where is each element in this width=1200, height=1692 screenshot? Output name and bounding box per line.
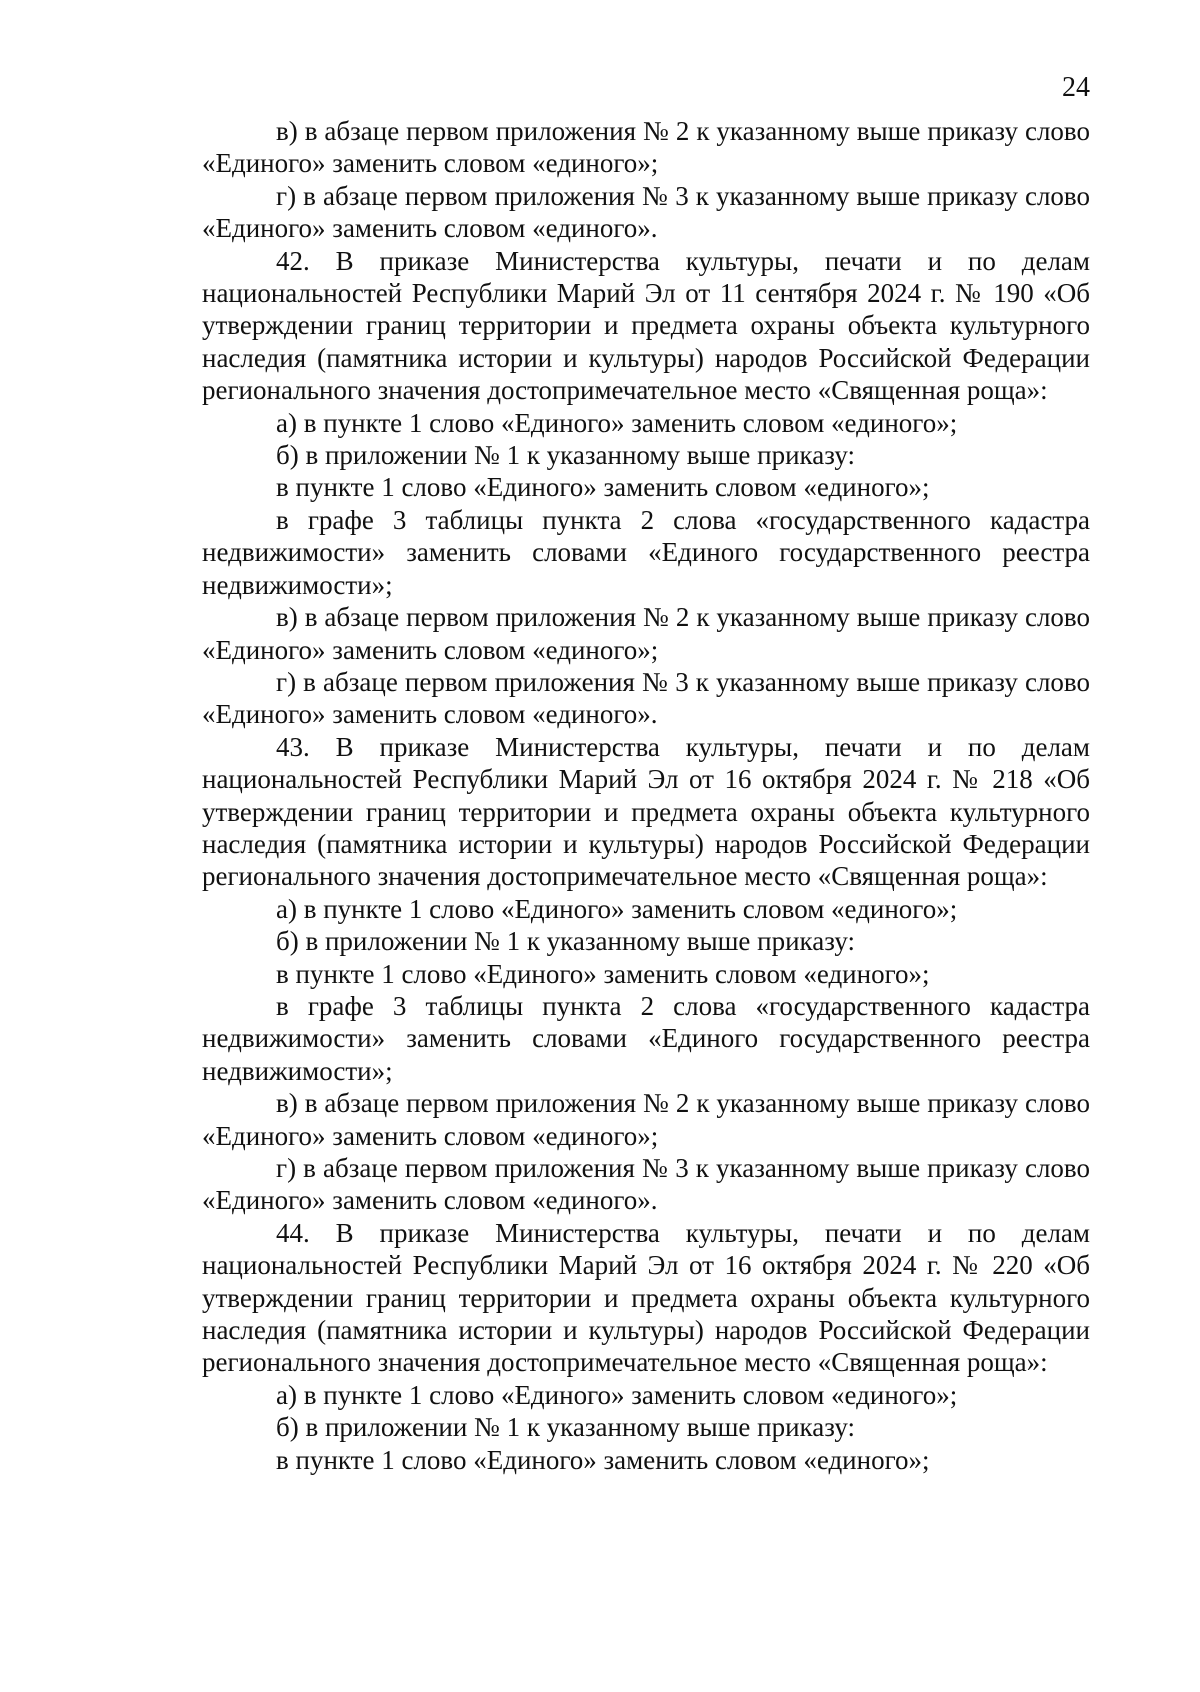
- paragraph-v-appendix-2: в) в абзаце первом приложения № 2 к указанному выше приказу слово «Единого» заменить словом «единого»;: [202, 116, 1090, 179]
- paragraph-table-column-3: в графе 3 таблицы пункта 2 слова «государственного кадастра недвижимости» заменить словами «Единого государственного реестра недвижимости»;: [202, 990, 1090, 1086]
- paragraph-item-43: 43. В приказе Министерства культуры, печати и по делам национальностей Республики Марий Эл от 16 октября 2024 г. № 218 «Об утверждении границ территории и предмета охраны объекта культурного наследия (памятника истории и культуры) народов Российской Федерации регионального значения достопримечательное место «Священная роща»:: [202, 731, 1090, 892]
- paragraph-b-appendix-1: б) в приложении № 1 к указанному выше приказу:: [276, 1412, 855, 1443]
- page-number: 24: [1062, 72, 1090, 103]
- paragraph-point-1: в пункте 1 слово «Единого» заменить словом «единого»;: [276, 1444, 930, 1475]
- paragraph-table-column-3: в графе 3 таблицы пункта 2 слова «государственного кадастра недвижимости» заменить словами «Единого государственного реестра недвижимости»;: [202, 504, 1090, 600]
- paragraph-a-point-1: а) в пункте 1 слово «Единого» заменить словом «единого»;: [276, 893, 958, 924]
- paragraph-v-appendix-2: в) в абзаце первом приложения № 2 к указанному выше приказу слово «Единого» заменить словом «единого»;: [202, 602, 1090, 665]
- paragraph-item-44: 44. В приказе Министерства культуры, печати и по делам национальностей Республики Марий Эл от 16 октября 2024 г. № 220 «Об утверждении границ территории и предмета охраны объекта культурного наследия (памятника истории и культуры) народов Российской Федерации регионального значения достопримечательное место «Священная роща»:: [202, 1217, 1090, 1378]
- paragraph-v-appendix-2: в) в абзаце первом приложения № 2 к указанному выше приказу слово «Единого» заменить словом «единого»;: [202, 1088, 1090, 1151]
- paragraph-g-appendix-3: г) в абзаце первом приложения № 3 к указанному выше приказу слово «Единого» заменить словом «единого».: [202, 666, 1090, 730]
- paragraph-point-1: в пункте 1 слово «Единого» заменить словом «единого»;: [276, 472, 930, 503]
- paragraph-item-42: 42. В приказе Министерства культуры, печати и по делам национальностей Республики Марий Эл от 11 сентября 2024 г. № 190 «Об утверждении границ территории и предмета охраны объекта культурного наследия (памятника истории и культуры) народов Российской Федерации регионального значения достопримечательное место «Священная роща»:: [202, 245, 1090, 406]
- paragraph-a-point-1: а) в пункте 1 слово «Единого» заменить словом «единого»;: [276, 1379, 958, 1410]
- paragraph-g-appendix-3: г) в абзаце первом приложения № 3 к указанному выше приказу слово «Единого» заменить словом «единого».: [202, 1153, 1090, 1216]
- paragraph-b-appendix-1: б) в приложении № 1 к указанному выше приказу:: [276, 440, 855, 471]
- paragraph-a-point-1: а) в пункте 1 слово «Единого» заменить словом «единого»;: [276, 407, 958, 438]
- paragraph-g-appendix-3: г) в абзаце первом приложения № 3 к указанному выше приказу слово «Единого» заменить словом «единого».: [202, 180, 1090, 244]
- document-body: [202, 115, 1090, 1476]
- paragraph-b-appendix-1: б) в приложении № 1 к указанному выше приказу:: [276, 926, 855, 957]
- paragraph-point-1: в пункте 1 слово «Единого» заменить словом «единого»;: [276, 958, 930, 989]
